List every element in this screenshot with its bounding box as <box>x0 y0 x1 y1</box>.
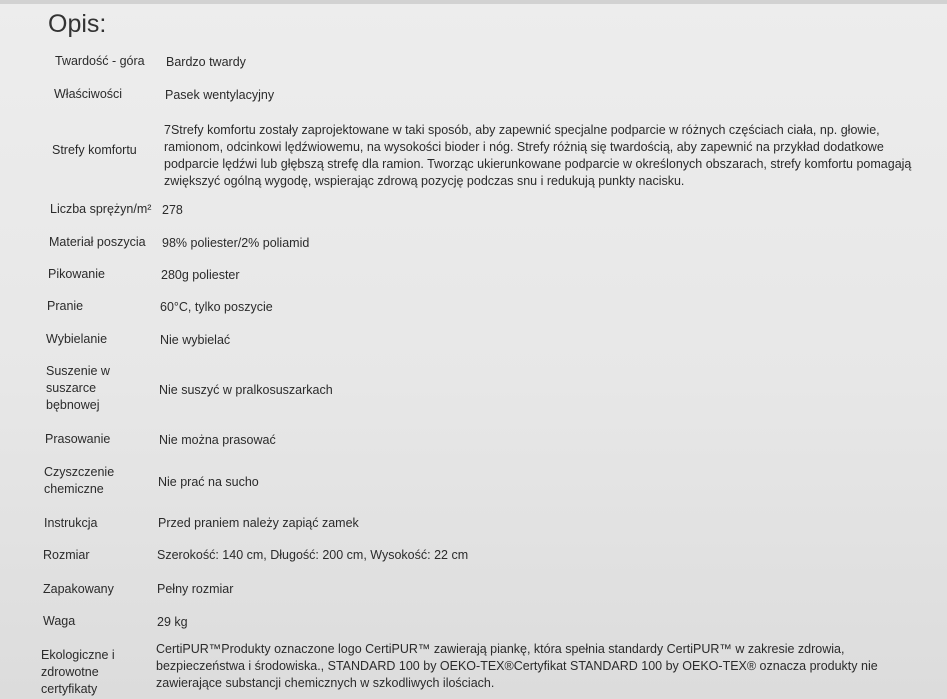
spec-label-instructions: Instrukcja <box>44 516 98 530</box>
spec-value-comfort-zones: 7Strefy komfortu zostały zaprojektowane w taki sposób, aby zapewnić specjalne podparcie w różnych częściach ciała, np. głowie, ramionom, odcinkowi lędźwiowemu, na wysokości bioder i nóg. Strefy różnią się twardością, aby zapewnić na przykład dodatkowe podparcie lędźwi lub głębszą strefę dla ramion. Tworząc ukierunkowane podparcie w określonych obszarach, strefy komfortu pomagają zwiększyć ogólną wygodę, wspierając zdrową pozycję podczas snu i redukują punkty nacisku. <box>164 123 912 188</box>
spec-label-hardness: Twardość - góra <box>55 54 145 68</box>
spec-label-tumble-drying: Suszenie w suszarce bębnowej <box>46 364 110 412</box>
spec-label-bleaching: Wybielanie <box>46 332 108 346</box>
spec-label-certificates: Ekologiczne i zdrowotne certyfikaty <box>41 648 115 696</box>
spec-label-cover-material: Materiał poszycia <box>49 235 146 249</box>
spec-label-ironing: Prasowanie <box>45 432 111 446</box>
spec-value-washing: 60°C, tylko poszycie <box>160 300 273 314</box>
spec-value-certificates: CertiPUR™Produkty oznaczone logo CertiPUR™ zawierają piankę, która spełnia standardy CertiPUR™ w zakresie zdrowia, bezpieczeństwa i środowiska., STANDARD 100 by OEKO-TEX®Certyfikat STANDARD 100 by OEKO-TEX® oznacza produkty nie zawierające substancji chemicznych w szkodliwych ilościach. <box>156 642 878 690</box>
spec-label-spring-count: Liczba sprężyn/m² <box>50 202 152 216</box>
spec-label-properties: Właściwości <box>54 87 123 101</box>
spec-value-instructions: Przed praniem należy zapiąć zamek <box>158 516 359 530</box>
spec-label-washing: Pranie <box>47 299 84 313</box>
spec-value-tumble-drying: Nie suszyć w pralkosuszarkach <box>159 383 333 397</box>
spec-value-quilting: 280g poliester <box>161 268 240 282</box>
spec-value-properties: Pasek wentylacyjny <box>165 88 275 102</box>
spec-label-quilting: Pikowanie <box>48 267 105 281</box>
spec-value-size: Szerokość: 140 cm, Długość: 200 cm, Wysokość: 22 cm <box>157 548 469 562</box>
spec-value-packed: Pełny rozmiar <box>157 582 234 596</box>
spec-value-cover-material: 98% poliester/2% poliamid <box>162 236 310 250</box>
description-heading: Opis: <box>48 10 107 38</box>
spec-value-dry-cleaning: Nie prać na sucho <box>158 475 259 489</box>
spec-value-weight: 29 kg <box>157 615 188 629</box>
spec-label-dry-cleaning: Czyszczenie chemiczne <box>44 465 115 496</box>
spec-value-hardness: Bardzo twardy <box>166 55 246 69</box>
spec-value-spring-count: 278 <box>162 203 183 217</box>
spec-label-weight: Waga <box>43 614 76 628</box>
spec-label-comfort-zones: Strefy komfortu <box>52 143 137 157</box>
top-edge-divider <box>0 0 947 4</box>
spec-value-bleaching: Nie wybielać <box>160 333 231 347</box>
spec-label-size: Rozmiar <box>43 548 90 562</box>
spec-label-packed: Zapakowany <box>43 582 114 596</box>
spec-value-ironing: Nie można prasować <box>159 433 276 447</box>
